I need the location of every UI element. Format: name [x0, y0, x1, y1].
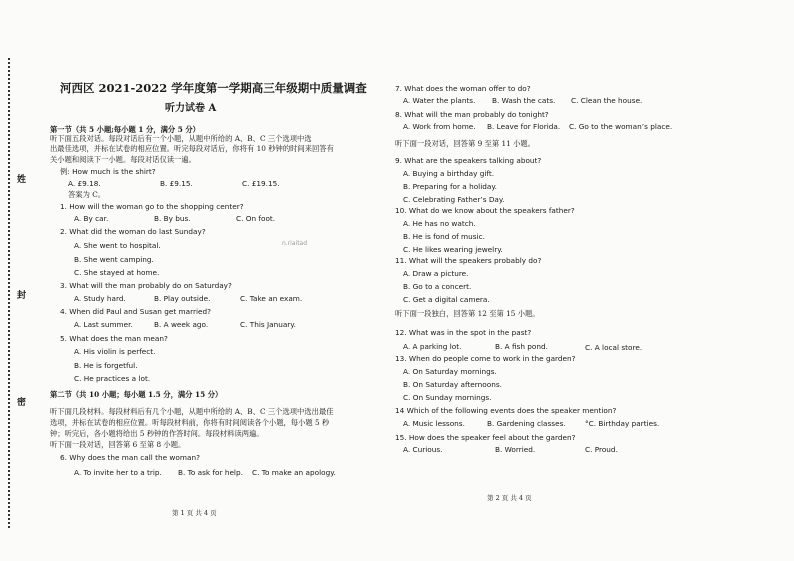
example-question: 例: How much is the shirt?	[60, 167, 156, 176]
section-2-instructions: 钟；听完后，各小题将给出 5 秒钟的作答时间。每段材料读两遍。	[50, 429, 264, 438]
question-11-option-c: C. Get a digital camera.	[403, 295, 490, 304]
example-option-b: B. £9.15.	[160, 179, 193, 188]
question-15: 15. How does the speaker feel about the garden?	[395, 433, 576, 442]
binding-label-seal: 封	[17, 291, 27, 301]
question-4: 4. When did Paul and Susan get married?	[60, 307, 211, 316]
question-7-option-a: A. Water the plants.	[403, 96, 476, 105]
question-1-option-b: B. By bus.	[154, 214, 191, 223]
question-6-option-c: C. To make an apology.	[252, 468, 336, 477]
question-2: 2. What did the woman do last Sunday?	[60, 227, 206, 236]
section-1-instructions: 听下面五段对话。每段对话后有一个小题，从题中所给的 A、B、C 三个选项中选	[50, 134, 312, 143]
question-1-option-c: C. On foot.	[236, 214, 276, 223]
question-10-option-c: C. He likes wearing jewelry.	[403, 245, 503, 254]
question-3-option-b: B. Play outside.	[154, 294, 211, 303]
question-12: 12. What was in the spot in the past?	[395, 328, 532, 337]
question-14-option-b: B. Gardening classes.	[487, 419, 566, 428]
question-7-option-c: C. Clean the house.	[571, 96, 643, 105]
question-14-option-c: °C. Birthday parties.	[585, 419, 660, 428]
question-3-option-c: C. Take an exam.	[240, 294, 303, 303]
question-4-option-c: C. This January.	[240, 320, 296, 329]
question-15-option-b: B. Worried.	[495, 445, 536, 454]
question-12-option-a: A. A parking lot.	[403, 342, 462, 351]
question-12-option-b: B. A fish pond.	[495, 342, 548, 351]
section-1-instructions: 关小题和阅读下一小题。每段对话仅读一遍。	[50, 155, 196, 164]
faint-watermark: n.riaitad	[282, 240, 308, 247]
question-13-option-c: C. On Sunday mornings.	[403, 393, 492, 402]
example-option-c: C. £19.15.	[242, 179, 280, 188]
question-5-option-c: C. He practices a lot.	[74, 374, 151, 383]
example-answer: 答案为 C。	[68, 190, 106, 199]
question-6-option-a: A. To invite her to a trip.	[74, 468, 162, 477]
question-7-option-b: B. Wash the cats.	[492, 96, 556, 105]
section-2-instructions: 选项，并标在试卷的相应位置。听每段材料前，你将有时间阅读各个小题，每小题 5 秒	[50, 418, 330, 427]
question-6: 6. Why does the man call the woman?	[60, 453, 200, 462]
question-15-option-c: C. Proud.	[585, 445, 618, 454]
instruction-q12-q15: 听下面一段独白，回答第 12 至第 15 小题。	[395, 309, 540, 318]
question-5: 5. What does the man mean?	[60, 334, 168, 343]
binding-line	[8, 58, 12, 528]
question-4-option-a: A. Last summer.	[74, 320, 133, 329]
question-13-option-a: A. On Saturday mornings.	[403, 367, 497, 376]
question-1-option-a: A. By car.	[74, 214, 109, 223]
page-2-footer: 第 2 页 共 4 页	[487, 494, 532, 502]
question-3-option-a: A. Study hard.	[74, 294, 126, 303]
question-2-option-b: B. She went camping.	[74, 255, 154, 264]
question-10: 10. What do we know about the speakers father?	[395, 206, 575, 215]
question-9: 9. What are the speakers talking about?	[395, 156, 542, 165]
question-13-option-b: B. On Saturday afternoons.	[403, 380, 502, 389]
section-2-heading: 第二节（共 10 小题；每小题 1.5 分，满分 15 分）	[50, 390, 223, 399]
question-1: 1. How will the woman go to the shopping center?	[60, 202, 244, 211]
instruction-q9-q11: 听下面一段对话，回答第 9 至第 11 小题。	[395, 139, 535, 148]
question-2-option-c: C. She stayed at home.	[74, 268, 160, 277]
question-10-option-b: B. He is fond of music.	[403, 232, 485, 241]
question-9-option-a: A. Buying a birthday gift.	[403, 169, 495, 178]
question-8: 8. What will the man probably do tonight?	[395, 110, 549, 119]
question-11-option-b: B. Go to a concert.	[403, 282, 472, 291]
exam-subtitle: 听力试卷 A	[165, 103, 217, 114]
question-9-option-c: C. Celebrating Father’s Day.	[403, 195, 505, 204]
question-6-option-b: B. To ask for help.	[178, 468, 243, 477]
example-option-a: A. £9.18.	[68, 179, 101, 188]
question-5-option-a: A. His violin is perfect.	[74, 347, 156, 356]
page-1-footer: 第 1 页 共 4 页	[172, 509, 217, 517]
binding-label-name: 姓	[17, 175, 27, 185]
question-14: 14 Which of the following events does the speaker mention?	[395, 406, 617, 415]
question-8-option-b: B. Leave for Florida.	[487, 122, 561, 131]
question-4-option-b: B. A week ago.	[154, 320, 209, 329]
question-8-option-a: A. Work from home.	[403, 122, 476, 131]
section-2-instructions: 听下面几段材料。每段材料后有几个小题，从题中所给的 A、B、C 三个选项中选出最佳	[50, 407, 334, 416]
question-2-option-a: A. She went to hospital.	[74, 241, 161, 250]
question-15-option-a: A. Curious.	[403, 445, 443, 454]
question-10-option-a: A. He has no watch.	[403, 219, 476, 228]
question-12-option-c: C. A local store.	[585, 343, 643, 352]
exam-title: 河西区 2021-2022 学年度第一学期高三年级期中质量调查	[60, 81, 367, 95]
section-1-instructions: 出最佳选项，并标在试卷的相应位置。听完每段对话后，你将有 10 秒钟的时间来回答有	[50, 144, 334, 153]
binding-label-secret: 密	[17, 398, 27, 408]
question-3: 3. What will the man probably do on Saturday?	[60, 281, 232, 290]
section-1-heading: 第一节（共 5 小题;每小题 1 分，满分 5 分）	[50, 125, 200, 134]
question-13: 13. When do people come to work in the garden?	[395, 354, 576, 363]
question-5-option-b: B. He is forgetful.	[74, 361, 138, 370]
section-2-instructions: 听下面一段对话，回答第 6 至第 8 小题。	[50, 440, 186, 449]
question-8-option-c: C. Go to the woman’s place.	[569, 122, 673, 131]
question-11-option-a: A. Draw a picture.	[403, 269, 469, 278]
question-14-option-a: A. Music lessons.	[403, 419, 465, 428]
question-11: 11. What will the speakers probably do?	[395, 256, 542, 265]
question-7: 7. What does the woman offer to do?	[395, 84, 531, 93]
question-9-option-b: B. Preparing for a holiday.	[403, 182, 497, 191]
